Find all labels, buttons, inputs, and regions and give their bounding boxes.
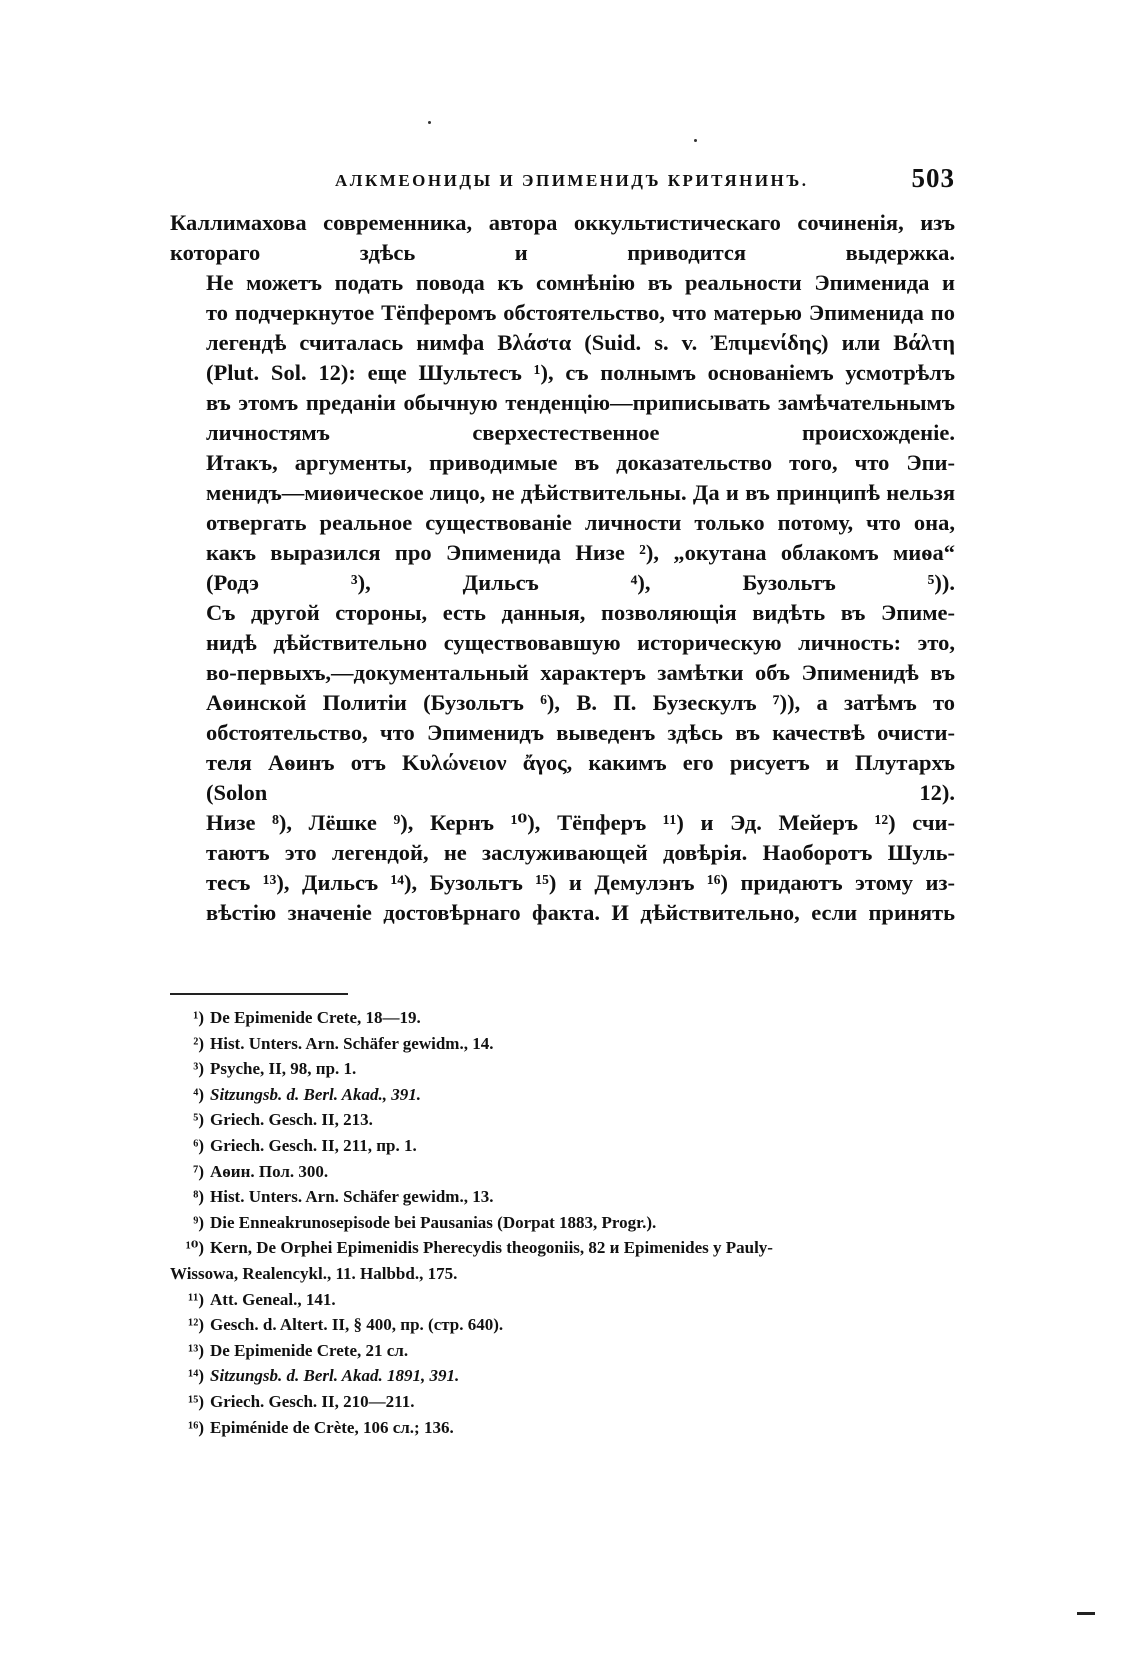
footnote-text: Hist. Unters. Arn. Schäfer gewidm., 14. bbox=[210, 1033, 494, 1053]
footnote-text: Hist. Unters. Arn. Schäfer gewidm., 13. bbox=[210, 1187, 494, 1207]
footnote bbox=[170, 1389, 955, 1415]
footnote-number: ¹⁵) bbox=[188, 1391, 204, 1411]
footnote bbox=[170, 1107, 955, 1133]
footnote-number: ¹²) bbox=[188, 1315, 204, 1335]
footnote-number: ¹) bbox=[193, 1008, 204, 1027]
text-line: личностямъ сверхестественное происхожденіе. bbox=[206, 420, 955, 445]
footnote bbox=[170, 1415, 955, 1441]
text-line: отвергать реальное существованіе личности только потому, что она, bbox=[206, 510, 955, 535]
paragraph bbox=[170, 598, 955, 808]
footnote bbox=[170, 1031, 955, 1057]
text-line: (Plut. Sol. 12): еще Шультесъ ¹), съ полнымъ основаніемъ усмотрѣлъ bbox=[206, 360, 955, 385]
footnote-number: ¹⁴) bbox=[188, 1366, 204, 1386]
footnote-number: ¹¹) bbox=[188, 1289, 204, 1309]
footnote-text: Kern, De Orphei Epimenidis Pherecydis theogoniis, 82 и Epimenides у Pauly- bbox=[210, 1238, 773, 1258]
text-line: Каллимахова современника, автора оккультистическаго сочиненія, изъ bbox=[170, 210, 955, 235]
text-line: во-первыхъ,—документальный характеръ замѣтки объ Эпименидѣ въ bbox=[206, 660, 955, 685]
text-line: въ этомъ преданіи обычную тенденцію—приписывать замѣчательнымъ bbox=[206, 390, 955, 415]
footnote-number: ⁹) bbox=[193, 1212, 204, 1232]
footnote-divider bbox=[170, 993, 348, 995]
text-line: Съ другой стороны, есть данныя, позволяющія видѣть въ Эпиме- bbox=[206, 600, 955, 625]
footnote-number: ¹³) bbox=[188, 1340, 204, 1360]
text-line: Аѳинской Политіи (Бузольтъ ⁶), В. П. Бузескулъ ⁷)), а затѣмъ то bbox=[206, 690, 955, 715]
footnote bbox=[170, 1338, 955, 1364]
footnote-text: Psyche, II, 98, пр. 1. bbox=[210, 1059, 357, 1079]
text-line: то подчеркнутое Тёпферомъ обстоятельство, что матерью Эпименида по bbox=[206, 300, 955, 325]
text-line: (Родэ ³), Дильсъ ⁴), Бузольтъ ⁵)). bbox=[206, 570, 955, 595]
print-speck bbox=[694, 139, 697, 142]
footnote-text: Griech. Gesch. II, 210—211. bbox=[210, 1391, 415, 1411]
footnote bbox=[170, 1133, 955, 1159]
footnote-text: De Epimenide Crete, 21 сл. bbox=[210, 1340, 409, 1360]
footnote-text: Die Enneakrunosepisode bei Pausanias (Dorpat 1883, Progr.). bbox=[210, 1212, 657, 1232]
footnote-text: Sitzungsb. d. Berl. Akad. 1891, 391. bbox=[210, 1366, 460, 1386]
text-line: тесъ ¹³), Дильсъ ¹⁴), Бузольтъ ¹⁵) и Демулэнъ ¹⁶) придаютъ этому из- bbox=[206, 870, 955, 895]
footnote-text: De Epimenide Crete, 18—19. bbox=[210, 1008, 421, 1027]
footnote-text: Аѳин. Пол. 300. bbox=[210, 1161, 329, 1181]
footnote-number: ⁸) bbox=[193, 1187, 204, 1207]
footnote-number: ²) bbox=[193, 1033, 204, 1053]
text-line: Итакъ, аргументы, приводимые въ доказательство того, что Эпи- bbox=[206, 450, 955, 475]
running-title: АЛКМЕОНИДЫ И ЭПИМЕНИДЪ КРИТЯНИНЪ. bbox=[335, 171, 809, 190]
main-text bbox=[170, 208, 955, 928]
footnote-text: Griech. Gesch. II, 213. bbox=[210, 1110, 373, 1130]
text-line: какъ выразился про Эпименида Низе ²), „окутана облакомъ миѳа“ bbox=[206, 540, 955, 565]
margin-dash bbox=[1077, 1612, 1095, 1615]
footnote-continuation bbox=[170, 1261, 955, 1287]
footnote bbox=[170, 1287, 955, 1313]
footnote bbox=[170, 1363, 955, 1389]
text-line: вѣстію значеніе достовѣрнаго факта. И дѣйствительно, если принять bbox=[206, 900, 955, 925]
footnote bbox=[170, 1210, 955, 1236]
text-line: котораго здѣсь и приводится выдержка. bbox=[170, 240, 955, 265]
footnote bbox=[170, 1184, 955, 1210]
footnote-number: ⁴) bbox=[193, 1084, 204, 1104]
footnote-text: Sitzungsb. d. Berl. Akad., 391. bbox=[210, 1084, 421, 1104]
footnote bbox=[170, 1312, 955, 1338]
footnote-number: ¹⁶) bbox=[188, 1417, 204, 1437]
footnote bbox=[170, 1082, 955, 1108]
paragraph bbox=[170, 808, 955, 928]
footnote-text: Wissowa, Realencykl., 11. Halbbd., 175. bbox=[170, 1263, 458, 1283]
footnote-number: ³) bbox=[193, 1059, 204, 1079]
footnote-text: Griech. Gesch. II, 211, пр. 1. bbox=[210, 1135, 417, 1155]
paragraph bbox=[170, 268, 955, 448]
running-header bbox=[170, 163, 955, 197]
footnote-text: Att. Geneal., 141. bbox=[210, 1289, 336, 1309]
text-line: (Solon 12). bbox=[206, 780, 955, 805]
footnote bbox=[170, 1159, 955, 1185]
text-line: Не можетъ подать повода къ сомнѣнію въ реальности Эпименида и bbox=[206, 270, 955, 295]
page-number: 503 bbox=[911, 163, 955, 193]
footnotes bbox=[170, 1005, 955, 1440]
footnote bbox=[170, 1005, 955, 1031]
text-line: теля Аѳинъ отъ Κυλώνειον ἄγος, какимъ его рисуетъ и Плутархъ bbox=[206, 750, 955, 775]
footnote-text: Epiménide de Crète, 106 сл.; 136. bbox=[210, 1417, 454, 1437]
footnote-number: ⁶) bbox=[193, 1135, 204, 1155]
print-speck bbox=[428, 121, 431, 124]
text-line: легендѣ считалась нимфа Βλάστα (Suid. s. v. Ἐπιμενίδης) или Βάλτη bbox=[206, 330, 955, 355]
paragraph bbox=[170, 208, 955, 268]
footnote-number: ⁷) bbox=[193, 1161, 204, 1181]
footnote-text: Gesch. d. Altert. II, § 400, пр. (стр. 640). bbox=[210, 1315, 504, 1335]
text-line: обстоятельство, что Эпименидъ выведенъ здѣсь въ качествѣ очисти- bbox=[206, 720, 955, 745]
paragraph bbox=[170, 448, 955, 598]
footnote-number: ¹⁰) bbox=[185, 1238, 204, 1258]
footnote-number: ⁵) bbox=[193, 1110, 204, 1130]
footnote bbox=[170, 1056, 955, 1082]
text-line: нидѣ дѣйствительно существовавшую историческую личность: это, bbox=[206, 630, 955, 655]
text-line: Низе ⁸), Лёшке ⁹), Кернъ ¹⁰), Тёпферъ ¹¹) и Эд. Мейеръ ¹²) счи- bbox=[206, 810, 955, 835]
text-line: таютъ это легендой, не заслуживающей довѣрія. Наоборотъ Шуль- bbox=[206, 840, 955, 865]
footnote bbox=[170, 1235, 955, 1261]
text-line: менидъ—миѳическое лицо, не дѣйствительны. Да и въ принципѣ нельзя bbox=[206, 480, 955, 505]
